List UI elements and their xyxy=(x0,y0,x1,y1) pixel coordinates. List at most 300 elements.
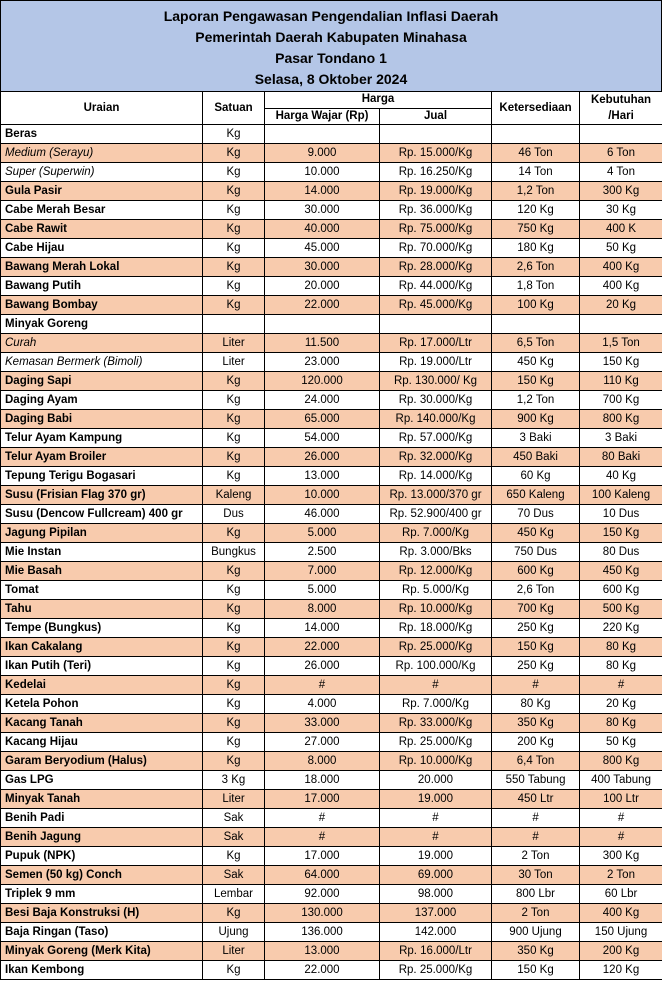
cell-kebutuhan: 3 Baki xyxy=(580,429,662,448)
column-header-jual: Jual xyxy=(380,108,492,125)
cell-kebutuhan xyxy=(580,315,662,334)
cell-harga-wajar: 40.000 xyxy=(265,220,380,239)
cell-satuan: Kg xyxy=(203,638,265,657)
cell-kebutuhan: 10 Dus xyxy=(580,505,662,524)
cell-harga-wajar: 33.000 xyxy=(265,714,380,733)
cell-ketersediaan: # xyxy=(492,676,580,695)
column-header-kebutuhan: Kebutuhan /Hari xyxy=(580,92,662,125)
cell-uraian: Gula Pasir xyxy=(1,182,203,201)
cell-satuan: Sak xyxy=(203,828,265,847)
cell-harga-jual: Rp. 19.000/Kg xyxy=(380,182,492,201)
cell-satuan: Kg xyxy=(203,144,265,163)
cell-satuan: Kg xyxy=(203,448,265,467)
cell-ketersediaan: 350 Kg xyxy=(492,942,580,961)
column-header-ketersediaan: Ketersediaan xyxy=(492,92,580,125)
cell-ketersediaan: 2,6 Ton xyxy=(492,581,580,600)
cell-ketersediaan: 450 Ltr xyxy=(492,790,580,809)
cell-satuan: Kg xyxy=(203,847,265,866)
cell-uraian: Pupuk (NPK) xyxy=(1,847,203,866)
cell-harga-jual: Rp. 12.000/Kg xyxy=(380,562,492,581)
cell-uraian: Tomat xyxy=(1,581,203,600)
cell-harga-wajar: 13.000 xyxy=(265,467,380,486)
cell-kebutuhan: 400 Kg xyxy=(580,904,662,923)
table-body xyxy=(1,125,662,980)
cell-harga-wajar: 5.000 xyxy=(265,581,380,600)
table-row xyxy=(1,505,662,524)
table-row xyxy=(1,733,662,752)
cell-harga-jual: Rp. 100.000/Kg xyxy=(380,657,492,676)
cell-ketersediaan: 650 Kaleng xyxy=(492,486,580,505)
cell-kebutuhan: 80 Baki xyxy=(580,448,662,467)
cell-satuan: Kg xyxy=(203,562,265,581)
cell-uraian: Cabe Hijau xyxy=(1,239,203,258)
report-title: Laporan Pengawasan Pengendalian Inflasi Daerah xyxy=(163,8,499,24)
cell-ketersediaan: 1,8 Ton xyxy=(492,277,580,296)
report-header xyxy=(0,0,662,91)
cell-uraian: Jagung Pipilan xyxy=(1,524,203,543)
cell-satuan: Kg xyxy=(203,961,265,980)
table-row xyxy=(1,923,662,942)
cell-uraian: Bawang Putih xyxy=(1,277,203,296)
table-row xyxy=(1,524,662,543)
cell-harga-wajar: 64.000 xyxy=(265,866,380,885)
cell-harga-jual xyxy=(380,125,492,144)
cell-harga-jual: Rp. 33.000/Kg xyxy=(380,714,492,733)
cell-kebutuhan: # xyxy=(580,828,662,847)
cell-uraian: Susu (Dencow Fullcream) 400 gr xyxy=(1,505,203,524)
cell-uraian: Mie Instan xyxy=(1,543,203,562)
cell-harga-jual: Rp. 30.000/Kg xyxy=(380,391,492,410)
cell-ketersediaan: 250 Kg xyxy=(492,657,580,676)
table-row xyxy=(1,581,662,600)
cell-satuan: Kaleng xyxy=(203,486,265,505)
cell-harga-jual: Rp. 28.000/Kg xyxy=(380,258,492,277)
cell-harga-wajar: 11.500 xyxy=(265,334,380,353)
cell-harga-jual: Rp. 16.000/Ltr xyxy=(380,942,492,961)
cell-harga-jual: 69.000 xyxy=(380,866,492,885)
cell-harga-wajar: # xyxy=(265,828,380,847)
cell-uraian: Baja Ringan (Taso) xyxy=(1,923,203,942)
cell-uraian: Bawang Merah Lokal xyxy=(1,258,203,277)
cell-harga-wajar: 54.000 xyxy=(265,429,380,448)
cell-uraian: Kacang Hijau xyxy=(1,733,203,752)
cell-harga-wajar: 30.000 xyxy=(265,201,380,220)
cell-kebutuhan: 40 Kg xyxy=(580,467,662,486)
cell-uraian: Daging Ayam xyxy=(1,391,203,410)
cell-harga-jual: Rp. 17.000/Ltr xyxy=(380,334,492,353)
cell-satuan: Kg xyxy=(203,657,265,676)
cell-uraian: Garam Beryodium (Halus) xyxy=(1,752,203,771)
cell-kebutuhan: 50 Kg xyxy=(580,733,662,752)
cell-satuan: Kg xyxy=(203,391,265,410)
table-row xyxy=(1,258,662,277)
cell-satuan: Kg xyxy=(203,410,265,429)
cell-ketersediaan: 2 Ton xyxy=(492,904,580,923)
cell-harga-wajar: 17.000 xyxy=(265,847,380,866)
cell-satuan: Kg xyxy=(203,429,265,448)
cell-uraian: Daging Babi xyxy=(1,410,203,429)
table-row xyxy=(1,220,662,239)
cell-kebutuhan: 120 Kg xyxy=(580,961,662,980)
table-row xyxy=(1,809,662,828)
cell-harga-wajar: 130.000 xyxy=(265,904,380,923)
cell-harga-jual: Rp. 75.000/Kg xyxy=(380,220,492,239)
table-row xyxy=(1,752,662,771)
cell-satuan: Kg xyxy=(203,600,265,619)
cell-harga-jual: Rp. 19.000/Ltr xyxy=(380,353,492,372)
cell-harga-wajar: 14.000 xyxy=(265,182,380,201)
cell-harga-wajar: 46.000 xyxy=(265,505,380,524)
cell-ketersediaan: 350 Kg xyxy=(492,714,580,733)
cell-kebutuhan: 220 Kg xyxy=(580,619,662,638)
cell-uraian: Susu (Frisian Flag 370 gr) xyxy=(1,486,203,505)
cell-harga-wajar: 30.000 xyxy=(265,258,380,277)
cell-harga-wajar: 27.000 xyxy=(265,733,380,752)
table-row xyxy=(1,638,662,657)
cell-satuan: Kg xyxy=(203,619,265,638)
cell-harga-wajar: 5.000 xyxy=(265,524,380,543)
table-row xyxy=(1,277,662,296)
cell-kebutuhan: 600 Kg xyxy=(580,581,662,600)
cell-harga-jual: Rp. 44.000/Kg xyxy=(380,277,492,296)
cell-uraian: Besi Baja Konstruksi (H) xyxy=(1,904,203,923)
cell-harga-wajar xyxy=(265,125,380,144)
cell-kebutuhan: 110 Kg xyxy=(580,372,662,391)
cell-uraian: Gas LPG xyxy=(1,771,203,790)
cell-kebutuhan: 400 Kg xyxy=(580,277,662,296)
cell-harga-wajar: 10.000 xyxy=(265,486,380,505)
cell-ketersediaan: 150 Kg xyxy=(492,638,580,657)
cell-satuan: Kg xyxy=(203,201,265,220)
table-row xyxy=(1,714,662,733)
cell-ketersediaan: 30 Ton xyxy=(492,866,580,885)
table-row xyxy=(1,163,662,182)
cell-satuan: Kg xyxy=(203,695,265,714)
cell-ketersediaan: 450 Kg xyxy=(492,353,580,372)
cell-satuan: Liter xyxy=(203,334,265,353)
cell-harga-jual: Rp. 25.000/Kg xyxy=(380,961,492,980)
cell-uraian: Kedelai xyxy=(1,676,203,695)
table-row xyxy=(1,391,662,410)
cell-satuan: Kg xyxy=(203,714,265,733)
report-market: Pasar Tondano 1 xyxy=(275,50,387,66)
cell-kebutuhan: 1,5 Ton xyxy=(580,334,662,353)
cell-harga-wajar: 26.000 xyxy=(265,448,380,467)
cell-uraian: Tempe (Bungkus) xyxy=(1,619,203,638)
cell-satuan: Kg xyxy=(203,372,265,391)
cell-uraian: Ketela Pohon xyxy=(1,695,203,714)
cell-harga-jual: Rp. 15.000/Kg xyxy=(380,144,492,163)
cell-harga-jual: Rp. 18.000/Kg xyxy=(380,619,492,638)
cell-kebutuhan: 800 Kg xyxy=(580,752,662,771)
column-header-satuan: Satuan xyxy=(203,92,265,125)
column-header-harga: Harga xyxy=(265,92,492,109)
cell-harga-wajar: 26.000 xyxy=(265,657,380,676)
cell-kebutuhan: 50 Kg xyxy=(580,239,662,258)
cell-satuan: Kg xyxy=(203,182,265,201)
cell-harga-jual: Rp. 70.000/Kg xyxy=(380,239,492,258)
cell-harga-jual: # xyxy=(380,828,492,847)
cell-uraian: Cabe Merah Besar xyxy=(1,201,203,220)
cell-uraian: Medium (Serayu) xyxy=(1,144,203,163)
cell-satuan xyxy=(203,315,265,334)
cell-satuan: Liter xyxy=(203,942,265,961)
cell-harga-wajar: 23.000 xyxy=(265,353,380,372)
cell-harga-wajar xyxy=(265,315,380,334)
cell-harga-jual: 20.000 xyxy=(380,771,492,790)
table-row xyxy=(1,315,662,334)
cell-harga-wajar: 22.000 xyxy=(265,296,380,315)
cell-uraian: Ikan Cakalang xyxy=(1,638,203,657)
cell-harga-wajar: 18.000 xyxy=(265,771,380,790)
cell-satuan: Sak xyxy=(203,866,265,885)
cell-uraian: Triplek 9 mm xyxy=(1,885,203,904)
cell-uraian: Minyak Goreng xyxy=(1,315,203,334)
cell-uraian: Cabe Rawit xyxy=(1,220,203,239)
cell-harga-jual: Rp. 16.250/Kg xyxy=(380,163,492,182)
cell-harga-wajar: 9.000 xyxy=(265,144,380,163)
cell-harga-jual: Rp. 25.000/Kg xyxy=(380,733,492,752)
cell-satuan: Dus xyxy=(203,505,265,524)
cell-kebutuhan: 150 Kg xyxy=(580,524,662,543)
cell-harga-wajar: 120.000 xyxy=(265,372,380,391)
cell-ketersediaan: 2,6 Ton xyxy=(492,258,580,277)
cell-satuan: Lembar xyxy=(203,885,265,904)
cell-harga-wajar: 136.000 xyxy=(265,923,380,942)
cell-harga-wajar: 22.000 xyxy=(265,638,380,657)
cell-kebutuhan: 2 Ton xyxy=(580,866,662,885)
cell-harga-jual: 19.000 xyxy=(380,847,492,866)
cell-harga-wajar: 2.500 xyxy=(265,543,380,562)
table-row xyxy=(1,467,662,486)
cell-ketersediaan: 450 Kg xyxy=(492,524,580,543)
table-row xyxy=(1,543,662,562)
cell-harga-jual: Rp. 25.000/Kg xyxy=(380,638,492,657)
cell-satuan: 3 Kg xyxy=(203,771,265,790)
table-row xyxy=(1,239,662,258)
table-row xyxy=(1,334,662,353)
cell-kebutuhan: 300 Kg xyxy=(580,847,662,866)
table-row xyxy=(1,486,662,505)
cell-harga-jual: Rp. 140.000/Kg xyxy=(380,410,492,429)
cell-uraian: Kacang Tanah xyxy=(1,714,203,733)
cell-uraian: Benih Padi xyxy=(1,809,203,828)
report-government: Pemerintah Daerah Kabupaten Minahasa xyxy=(195,29,467,45)
table-row xyxy=(1,942,662,961)
cell-kebutuhan: 100 Ltr xyxy=(580,790,662,809)
cell-kebutuhan: 400 Tabung xyxy=(580,771,662,790)
table-row xyxy=(1,904,662,923)
cell-satuan: Kg xyxy=(203,163,265,182)
cell-kebutuhan: 200 Kg xyxy=(580,942,662,961)
cell-ketersediaan: 2 Ton xyxy=(492,847,580,866)
cell-kebutuhan: 80 Dus xyxy=(580,543,662,562)
cell-kebutuhan: 450 Kg xyxy=(580,562,662,581)
cell-kebutuhan: 400 Kg xyxy=(580,258,662,277)
cell-ketersediaan: 900 Kg xyxy=(492,410,580,429)
cell-uraian: Mie Basah xyxy=(1,562,203,581)
table-row xyxy=(1,847,662,866)
cell-ketersediaan: 200 Kg xyxy=(492,733,580,752)
cell-harga-wajar: 22.000 xyxy=(265,961,380,980)
cell-kebutuhan: 300 Kg xyxy=(580,182,662,201)
cell-kebutuhan: 80 Kg xyxy=(580,657,662,676)
cell-uraian: Daging Sapi xyxy=(1,372,203,391)
table-row xyxy=(1,429,662,448)
cell-kebutuhan: 6 Ton xyxy=(580,144,662,163)
table-row xyxy=(1,125,662,144)
cell-ketersediaan xyxy=(492,315,580,334)
cell-ketersediaan: 600 Kg xyxy=(492,562,580,581)
cell-uraian: Telur Ayam Broiler xyxy=(1,448,203,467)
cell-harga-jual: Rp. 32.000/Kg xyxy=(380,448,492,467)
cell-satuan: Kg xyxy=(203,220,265,239)
cell-uraian: Minyak Goreng (Merk Kita) xyxy=(1,942,203,961)
cell-uraian: Minyak Tanah xyxy=(1,790,203,809)
table-row xyxy=(1,790,662,809)
cell-kebutuhan: # xyxy=(580,809,662,828)
table-row xyxy=(1,353,662,372)
cell-harga-jual: Rp. 36.000/Kg xyxy=(380,201,492,220)
cell-harga-jual: Rp. 14.000/Kg xyxy=(380,467,492,486)
cell-harga-wajar: 17.000 xyxy=(265,790,380,809)
cell-kebutuhan: 800 Kg xyxy=(580,410,662,429)
cell-satuan: Kg xyxy=(203,581,265,600)
table-row xyxy=(1,372,662,391)
table-row xyxy=(1,828,662,847)
cell-kebutuhan: 20 Kg xyxy=(580,296,662,315)
cell-kebutuhan: 150 Kg xyxy=(580,353,662,372)
cell-harga-jual: Rp. 5.000/Kg xyxy=(380,581,492,600)
cell-harga-wajar: 65.000 xyxy=(265,410,380,429)
cell-ketersediaan: 80 Kg xyxy=(492,695,580,714)
cell-kebutuhan xyxy=(580,125,662,144)
cell-harga-wajar: 7.000 xyxy=(265,562,380,581)
cell-uraian: Ikan Kembong xyxy=(1,961,203,980)
cell-ketersediaan: 700 Kg xyxy=(492,600,580,619)
cell-satuan: Kg xyxy=(203,125,265,144)
cell-uraian: Ikan Putih (Teri) xyxy=(1,657,203,676)
table-row xyxy=(1,885,662,904)
report-date: Selasa, 8 Oktober 2024 xyxy=(254,71,408,87)
table-row xyxy=(1,562,662,581)
cell-harga-jual: 98.000 xyxy=(380,885,492,904)
cell-ketersediaan: 6,5 Ton xyxy=(492,334,580,353)
table-row xyxy=(1,771,662,790)
table-row xyxy=(1,201,662,220)
cell-ketersediaan: # xyxy=(492,809,580,828)
cell-kebutuhan: 4 Ton xyxy=(580,163,662,182)
cell-harga-jual: 142.000 xyxy=(380,923,492,942)
cell-harga-wajar: 45.000 xyxy=(265,239,380,258)
cell-ketersediaan xyxy=(492,125,580,144)
table-row xyxy=(1,410,662,429)
cell-ketersediaan: 120 Kg xyxy=(492,201,580,220)
cell-harga-wajar: 20.000 xyxy=(265,277,380,296)
table-row xyxy=(1,866,662,885)
cell-ketersediaan: 180 Kg xyxy=(492,239,580,258)
cell-harga-jual: Rp. 52.900/400 gr xyxy=(380,505,492,524)
cell-uraian: Curah xyxy=(1,334,203,353)
cell-satuan: Kg xyxy=(203,258,265,277)
cell-harga-jual: # xyxy=(380,809,492,828)
cell-uraian: Tahu xyxy=(1,600,203,619)
cell-harga-jual: Rp. 45.000/Kg xyxy=(380,296,492,315)
table-row xyxy=(1,695,662,714)
cell-uraian: Beras xyxy=(1,125,203,144)
cell-uraian: Kemasan Bermerk (Bimoli) xyxy=(1,353,203,372)
cell-harga-wajar: 4.000 xyxy=(265,695,380,714)
cell-satuan: Kg xyxy=(203,752,265,771)
cell-satuan: Kg xyxy=(203,904,265,923)
cell-harga-wajar: 8.000 xyxy=(265,752,380,771)
cell-ketersediaan: # xyxy=(492,828,580,847)
cell-harga-wajar: 13.000 xyxy=(265,942,380,961)
cell-ketersediaan: 150 Kg xyxy=(492,372,580,391)
cell-uraian: Semen (50 kg) Conch xyxy=(1,866,203,885)
cell-kebutuhan: 60 Lbr xyxy=(580,885,662,904)
cell-satuan: Kg xyxy=(203,467,265,486)
cell-ketersediaan: 1,2 Ton xyxy=(492,391,580,410)
cell-ketersediaan: 3 Baki xyxy=(492,429,580,448)
cell-ketersediaan: 250 Kg xyxy=(492,619,580,638)
cell-harga-wajar: # xyxy=(265,676,380,695)
cell-harga-jual: Rp. 10.000/Kg xyxy=(380,600,492,619)
cell-uraian: Benih Jagung xyxy=(1,828,203,847)
cell-harga-jual xyxy=(380,315,492,334)
cell-ketersediaan: 46 Ton xyxy=(492,144,580,163)
cell-ketersediaan: 750 Dus xyxy=(492,543,580,562)
table-row xyxy=(1,448,662,467)
table-row xyxy=(1,296,662,315)
cell-harga-jual: # xyxy=(380,676,492,695)
cell-ketersediaan: 900 Ujung xyxy=(492,923,580,942)
cell-satuan: Kg xyxy=(203,733,265,752)
table-row xyxy=(1,657,662,676)
cell-satuan: Sak xyxy=(203,809,265,828)
cell-kebutuhan: 80 Kg xyxy=(580,638,662,657)
cell-harga-jual: 19.000 xyxy=(380,790,492,809)
table-row xyxy=(1,619,662,638)
cell-harga-jual: Rp. 10.000/Kg xyxy=(380,752,492,771)
cell-harga-wajar: 92.000 xyxy=(265,885,380,904)
cell-kebutuhan: 400 K xyxy=(580,220,662,239)
table-row xyxy=(1,961,662,980)
cell-ketersediaan: 60 Kg xyxy=(492,467,580,486)
price-table xyxy=(0,91,662,980)
cell-harga-jual: Rp. 3.000/Bks xyxy=(380,543,492,562)
cell-kebutuhan: 20 Kg xyxy=(580,695,662,714)
cell-uraian: Tepung Terigu Bogasari xyxy=(1,467,203,486)
cell-ketersediaan: 70 Dus xyxy=(492,505,580,524)
cell-harga-wajar: 24.000 xyxy=(265,391,380,410)
cell-uraian: Super (Superwin) xyxy=(1,163,203,182)
table-row xyxy=(1,182,662,201)
cell-satuan: Kg xyxy=(203,676,265,695)
cell-uraian: Bawang Bombay xyxy=(1,296,203,315)
cell-harga-jual: Rp. 57.000/Kg xyxy=(380,429,492,448)
cell-kebutuhan: 80 Kg xyxy=(580,714,662,733)
cell-ketersediaan: 750 Kg xyxy=(492,220,580,239)
cell-harga-jual: 137.000 xyxy=(380,904,492,923)
cell-harga-wajar: 10.000 xyxy=(265,163,380,182)
cell-kebutuhan: 500 Kg xyxy=(580,600,662,619)
table-row xyxy=(1,600,662,619)
cell-satuan: Ujung xyxy=(203,923,265,942)
cell-uraian: Telur Ayam Kampung xyxy=(1,429,203,448)
column-header-harga-wajar: Harga Wajar (Rp) xyxy=(265,108,380,125)
cell-satuan: Kg xyxy=(203,277,265,296)
